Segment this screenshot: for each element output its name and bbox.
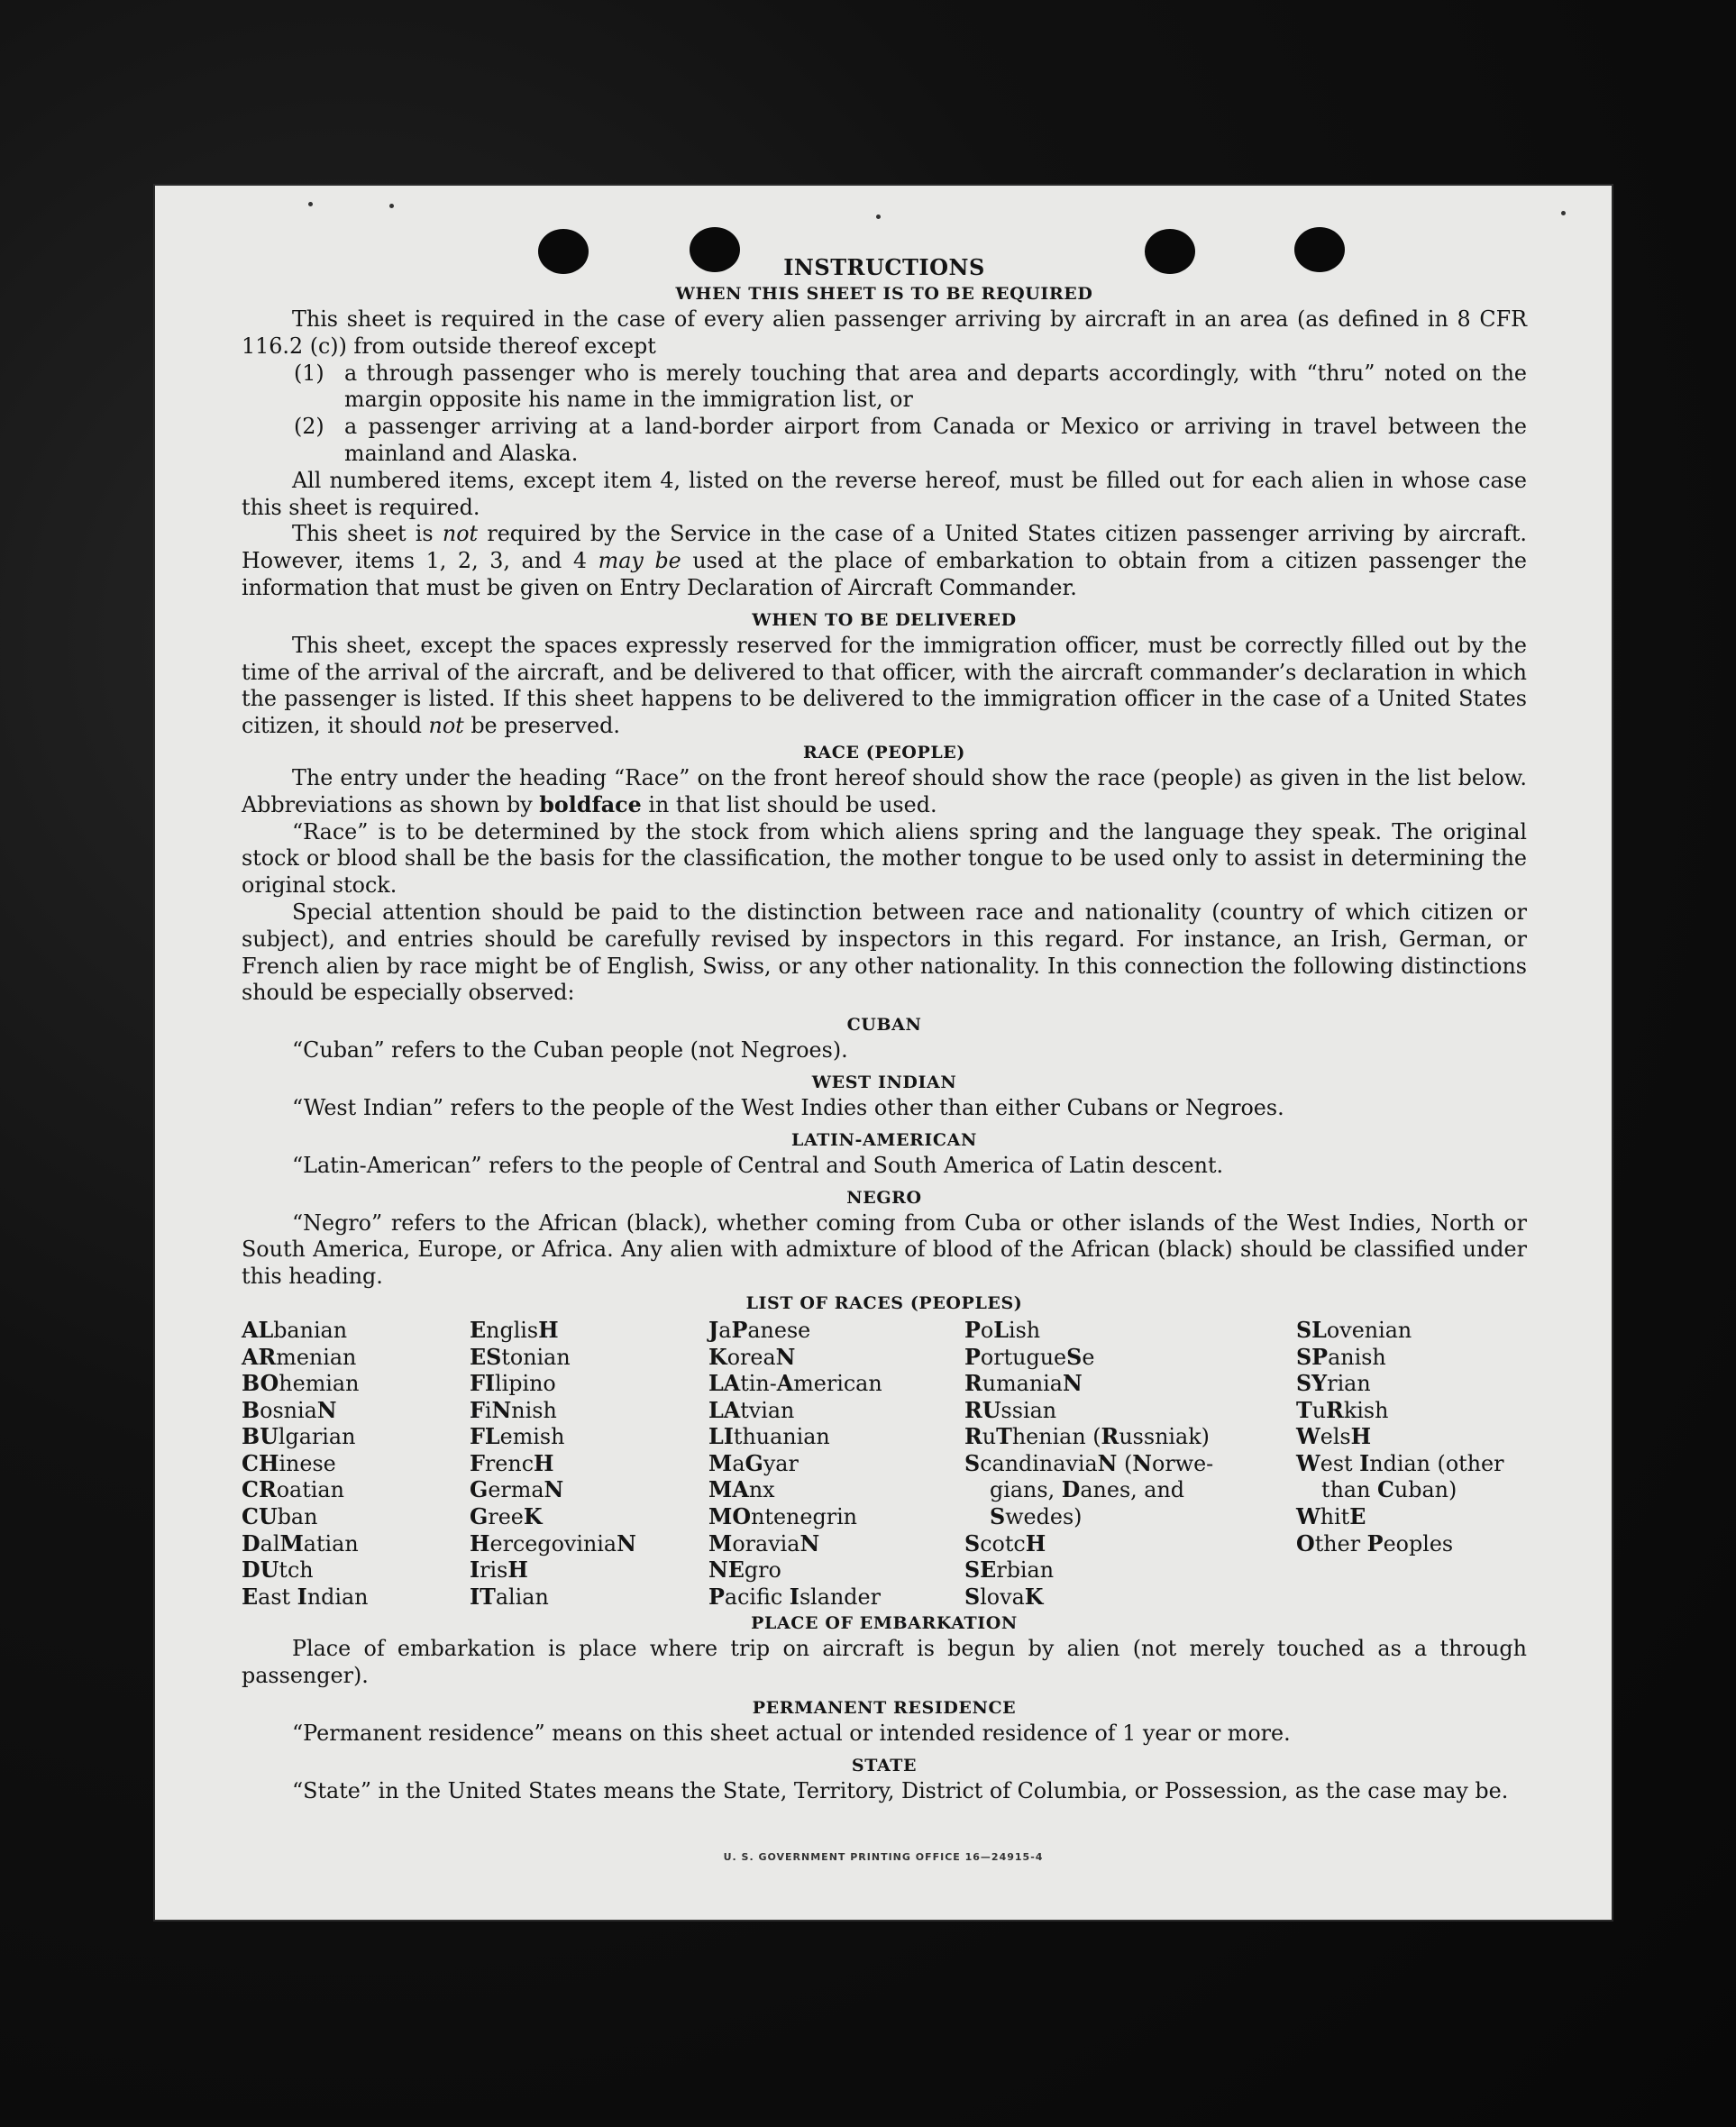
race-entry: LAtvian <box>708 1397 795 1423</box>
race-entry: HercegoviniaN <box>470 1530 636 1556</box>
race-entry: BosniaN <box>242 1397 337 1423</box>
section-heading-latin-american: LATIN-AMERICAN <box>791 1129 977 1150</box>
text-run: This sheet is <box>292 521 443 547</box>
page-title: INSTRUCTIONS <box>783 254 985 280</box>
race-entry: SYrian <box>1296 1371 1371 1397</box>
document-page <box>155 186 1612 1920</box>
paragraph <box>242 633 1527 740</box>
race-entry: SErbian <box>964 1557 1055 1584</box>
race-entry: RUssian <box>964 1397 1057 1423</box>
section-heading-required: WHEN THIS SHEET IS TO BE REQUIRED <box>675 284 1093 304</box>
text-run: used at the place of embarkation to obtain from a citizen passenger the information that must be given on Entry Declaration of Aircraft Commander. <box>242 548 1528 600</box>
race-entry: FrencH <box>470 1450 554 1476</box>
section-heading-cuban: CUBAN <box>846 1015 922 1036</box>
paragraph: This sheet is required in the case of every alien passenger arriving by aircraft in an area (as defined in 8 CFR 116.2 (c)) from outside thereof except <box>242 306 1527 359</box>
section-heading-negro: NEGRO <box>846 1187 922 1208</box>
italic-text: not <box>428 713 464 739</box>
paragraph: All numbered items, except item 4, listed on the reverse hereof, must be filled out for each alien in whose case this sheet is required. <box>242 467 1527 520</box>
race-entry: JaPanese <box>708 1317 811 1343</box>
section-heading-races-list: LIST OF RACES (PEOPLES) <box>745 1292 1023 1313</box>
race-entry: MoraviaN <box>708 1530 820 1556</box>
race-entry: CUban <box>242 1504 318 1530</box>
item-text: a passenger arriving at a land-border airport from Canada or Mexico or arriving in travel between the mainland and Alaska. <box>344 414 1527 466</box>
race-entry: IrisH <box>470 1557 528 1584</box>
race-entry: BUlgarian <box>242 1424 356 1450</box>
race-entry: LIthuanian <box>708 1424 830 1450</box>
text-run: be preserved. <box>463 713 620 739</box>
race-entry: FiNnish <box>470 1397 557 1423</box>
speck <box>389 204 394 208</box>
race-entry: GreeK <box>470 1504 543 1530</box>
race-entry: RuThenian (Russniak) <box>964 1424 1210 1450</box>
race-entry: ITalian <box>470 1584 549 1610</box>
item-text: a through passenger who is merely touching that area and departs accordingly, with “thru” noted on the margin opposite his name in the immigration list, or <box>344 360 1527 413</box>
text-run: This sheet, except the spaces expressly reserved for the immigration officer, must be correctly filled out by the time of the arrival of the aircraft, and be delivered to that officer, with the aircraft commander’s declaration in which the passenger is listed. If this sheet happens to be delivered to the immigration officer in the case of a United States citizen, it should <box>242 632 1527 739</box>
race-entry: SlovaK <box>964 1584 1044 1610</box>
section-heading-delivered: WHEN TO BE DELIVERED <box>752 609 1017 630</box>
race-entry: ScotcH <box>964 1530 1046 1556</box>
race-entry: DUtch <box>242 1557 314 1584</box>
speck <box>1561 211 1566 215</box>
race-entry: Other Peoples <box>1296 1530 1454 1556</box>
italic-text: may be <box>598 548 681 574</box>
text-run: required by the Service in the case of a United States citizen passenger arriving by aircraft. However, items 1, 2, 3, and 4 <box>242 521 1527 574</box>
bold-text: boldface <box>539 791 642 817</box>
paragraph: “West Indian” refers to the people of the West Indies other than either Cubans or Negroes. <box>292 1094 1284 1120</box>
race-entry: SPanish <box>1296 1344 1386 1370</box>
race-entry: TuRkish <box>1296 1397 1389 1423</box>
numbered-item <box>242 361 1527 415</box>
item-number: (2) <box>294 414 324 440</box>
paragraph: “Cuban” refers to the Cuban people (not Negroes). <box>292 1037 848 1064</box>
races-column <box>964 1318 1296 1611</box>
section-heading-state: STATE <box>851 1755 918 1776</box>
race-entry: PortugueSe <box>964 1344 1095 1370</box>
item-number: (1) <box>294 360 324 386</box>
race-entry: FIlipino <box>470 1371 556 1397</box>
race-entry: PoLish <box>964 1317 1041 1343</box>
race-entry: West Indian (other <box>1296 1450 1504 1476</box>
races-column <box>1296 1318 1527 1611</box>
text-run: in that list should be used. <box>641 791 937 817</box>
race-entry: RumaniaN <box>964 1371 1083 1397</box>
race-entry: GermaN <box>470 1477 564 1503</box>
race-entry: gians, Danes, and <box>990 1477 1185 1503</box>
race-entry: CRoatian <box>242 1477 344 1503</box>
race-entry: EnglisH <box>470 1317 559 1343</box>
races-list <box>242 1318 1527 1611</box>
speck <box>308 202 313 206</box>
paragraph: Place of embarkation is place where trip on aircraft is begun by alien (not merely touched as a through passenger). <box>242 1636 1527 1689</box>
instructions-text <box>242 254 1527 1805</box>
race-entry: SLovenian <box>1296 1317 1412 1343</box>
race-entry: Pacific Islander <box>708 1584 881 1610</box>
race-entry: ARmenian <box>242 1344 357 1370</box>
section-heading-race: RACE (PEOPLE) <box>803 742 965 762</box>
speck <box>876 215 881 219</box>
race-entry: FLemish <box>470 1424 565 1450</box>
races-column <box>242 1318 470 1611</box>
race-entry: WelsH <box>1296 1424 1372 1450</box>
paragraph: “Race” is to be determined by the stock from which aliens spring and the language they speak. The original stock or blood shall be the basis for the classification, the mother tongue to be used only to assist in determining the original stock. <box>242 818 1527 899</box>
paragraph: “Latin-American” refers to the people of Central and South America of Latin descent. <box>292 1152 1224 1178</box>
race-entry: MAnx <box>708 1477 775 1503</box>
paragraph: “State” in the United States means the State, Territory, District of Columbia, or Possession, as the case may be. <box>292 1777 1509 1803</box>
paragraph <box>242 765 1527 819</box>
section-heading-embarkation: PLACE OF EMBARKATION <box>751 1613 1018 1634</box>
races-column <box>470 1318 708 1611</box>
section-heading-residence: PERMANENT RESIDENCE <box>752 1698 1017 1719</box>
race-entry: BOhemian <box>242 1371 360 1397</box>
race-entry: WhitE <box>1296 1504 1366 1530</box>
race-entry: MOntenegrin <box>708 1504 858 1530</box>
race-entry: CHinese <box>242 1450 336 1476</box>
section-heading-west-indian: WEST INDIAN <box>811 1072 957 1092</box>
numbered-item <box>242 414 1527 468</box>
race-entry: KoreaN <box>708 1344 796 1370</box>
races-column <box>708 1318 964 1611</box>
race-entry: NEgro <box>708 1557 781 1584</box>
paragraph: Special attention should be paid to the distinction between race and nationality (country of which citizen or subject), and entries should be carefully revised by inspectors in this regard. For instance, an Irish, German, or French alien by race might be of English, Swiss, or any other nationality. In this connection the following distinctions should be especially observed: <box>242 899 1527 1006</box>
race-entry: DalMatian <box>242 1530 359 1556</box>
paragraph <box>242 521 1527 601</box>
race-entry: Swedes) <box>990 1504 1083 1530</box>
paragraph: “Permanent residence” means on this sheet actual or intended residence of 1 year or more. <box>292 1721 1291 1747</box>
text-run: The entry under the heading “Race” on the front hereof should show the race (people) as given in the list below. Abbreviations as shown by <box>242 764 1527 817</box>
race-entry: ALbanian <box>242 1317 348 1343</box>
paragraph: “Negro” refers to the African (black), whether coming from Cuba or other islands of the West Indies, North or South America, Europe, or Africa. Any alien with admixture of blood of the African (black) should be classified under this heading. <box>242 1210 1527 1290</box>
printing-office-footer: U. S. GOVERNMENT PRINTING OFFICE 16—24915-4 <box>723 1851 1044 1863</box>
race-entry: MaGyar <box>708 1450 799 1476</box>
race-entry: than Cuban) <box>1321 1477 1457 1503</box>
race-entry: East Indian <box>242 1584 369 1610</box>
italic-text: not <box>442 521 479 547</box>
race-entry: ScandinaviaN (Norwe- <box>964 1450 1214 1476</box>
race-entry: LAtin-American <box>708 1371 882 1397</box>
race-entry: EStonian <box>470 1344 571 1370</box>
